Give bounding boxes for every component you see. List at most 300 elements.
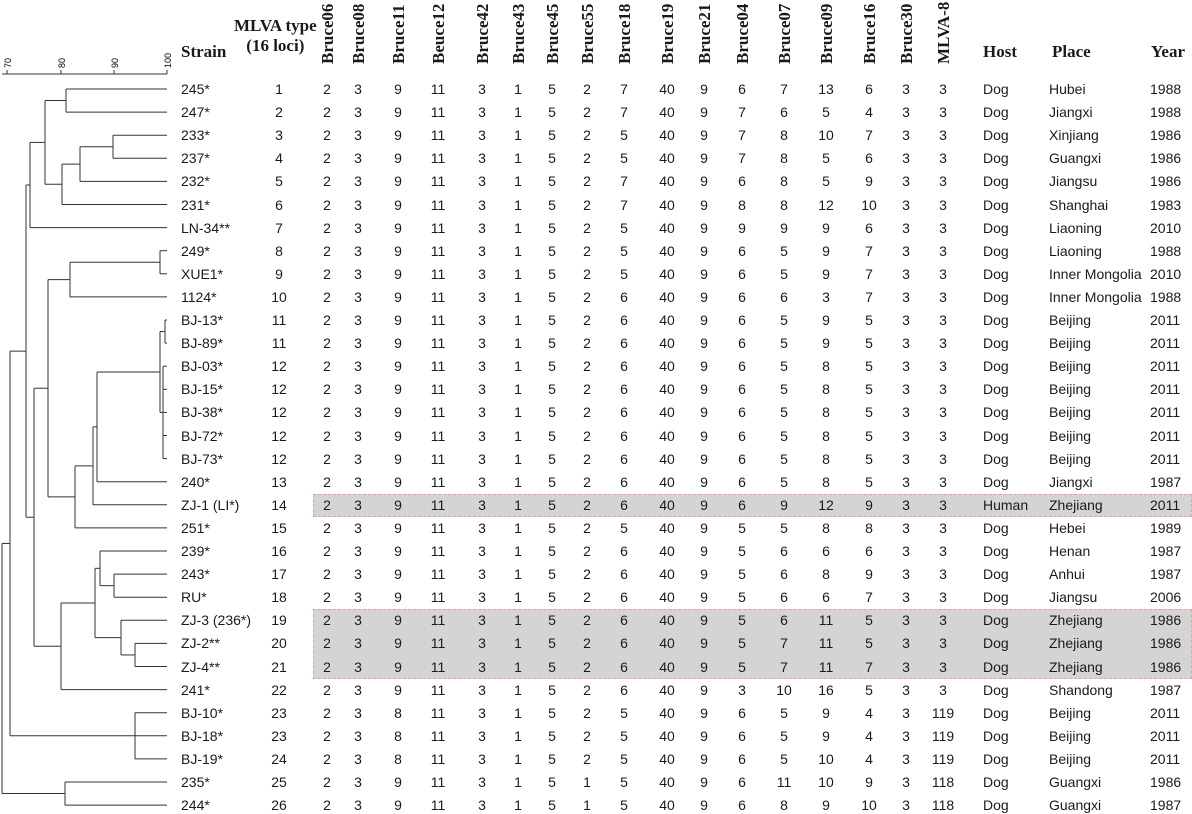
locus-value: 5	[620, 127, 628, 144]
year-value: 1986	[1150, 658, 1182, 675]
header-locus: Bruce07	[775, 3, 794, 64]
locus-value: 3	[902, 543, 910, 559]
locus-value: 6	[738, 173, 746, 190]
locus-value: 5	[548, 681, 556, 698]
locus-value: 1	[514, 612, 522, 629]
locus-value: 9	[700, 704, 708, 721]
locus-value: 40	[659, 173, 675, 190]
locus-value: 3	[902, 381, 910, 398]
year-value: 2011	[1150, 427, 1181, 444]
locus-value: 8	[822, 381, 830, 398]
mlva-type-value: 22	[271, 681, 287, 698]
locus-value: 3	[478, 704, 486, 721]
locus-value: 3	[354, 774, 362, 790]
locus-value: 16	[818, 681, 834, 698]
locus-value: 3	[939, 543, 947, 559]
locus-value: 2	[323, 704, 331, 721]
mlva-type-value: 24	[271, 750, 287, 767]
place-value: Jiangsu	[1049, 173, 1098, 190]
locus-value: 3	[354, 589, 362, 606]
locus-value: 9	[822, 312, 830, 328]
locus-value: 5	[738, 566, 746, 583]
locus-value: 1	[514, 150, 522, 167]
locus-value: 9	[822, 219, 830, 236]
strain-label: ZJ-1 (LI*)	[181, 496, 240, 513]
locus-value: 10	[818, 750, 834, 767]
locus-value: 5	[865, 335, 873, 352]
locus-value: 3	[478, 81, 486, 97]
place-value: Beijing	[1049, 381, 1092, 398]
locus-value: 3	[354, 496, 362, 513]
locus-value: 2	[583, 104, 591, 121]
locus-value: 2	[583, 727, 591, 744]
locus-value: 9	[700, 589, 708, 606]
mlva-type-value: 23	[271, 727, 287, 744]
locus-value: 2	[323, 196, 331, 213]
locus-value: 1	[514, 81, 522, 97]
locus-value: 9	[394, 566, 402, 583]
locus-value: 5	[865, 404, 873, 421]
locus-value: 3	[939, 427, 947, 444]
locus-value: 11	[430, 496, 446, 513]
mlva-type-value: 16	[271, 543, 287, 559]
locus-value: 3	[354, 335, 362, 352]
locus-value: 3	[902, 404, 910, 421]
locus-value: 3	[478, 427, 486, 444]
place-value: Beijing	[1049, 450, 1092, 467]
host-value: Dog	[983, 589, 1009, 606]
host-value: Dog	[983, 381, 1009, 398]
locus-value: 40	[659, 496, 675, 513]
locus-value: 40	[659, 543, 675, 559]
locus-value: 9	[394, 612, 402, 629]
locus-value: 1	[514, 450, 522, 467]
locus-value: 9	[700, 196, 708, 213]
locus-value: 2	[583, 358, 591, 375]
locus-value: 11	[818, 612, 834, 629]
locus-value: 1	[514, 358, 522, 375]
locus-value: 5	[780, 704, 788, 721]
locus-value: 9	[394, 681, 402, 698]
locus-value: 5	[548, 496, 556, 513]
locus-value: 10	[861, 797, 877, 814]
locus-value: 9	[700, 566, 708, 583]
place-value: Guangxi	[1049, 797, 1102, 814]
mlva-type-value: 10	[271, 288, 287, 305]
host-value: Dog	[983, 335, 1009, 352]
locus-value: 3	[478, 774, 486, 790]
locus-value: 8	[780, 196, 788, 213]
locus-value: 2	[323, 335, 331, 352]
locus-value: 11	[430, 635, 446, 652]
locus-value: 3	[939, 589, 947, 606]
locus-value: 5	[548, 219, 556, 236]
mlva-type-value: 1	[275, 81, 283, 97]
locus-value: 3	[478, 404, 486, 421]
locus-value: 6	[620, 404, 628, 421]
year-value: 1987	[1150, 566, 1182, 583]
host-value: Dog	[983, 404, 1009, 421]
locus-value: 4	[865, 750, 873, 767]
locus-value: 6	[738, 81, 746, 97]
mlva-type-value: 12	[271, 381, 287, 398]
locus-value: 10	[818, 774, 834, 790]
header-locus: Bruce18	[615, 3, 634, 64]
locus-value: 1	[514, 427, 522, 444]
locus-value: 1	[514, 127, 522, 144]
locus-value: 9	[700, 104, 708, 121]
host-value: Dog	[983, 81, 1009, 97]
locus-value: 2	[583, 335, 591, 352]
locus-value: 40	[659, 242, 675, 259]
locus-value: 40	[659, 473, 675, 490]
locus-value: 11	[430, 543, 446, 559]
header-locus: Bruce19	[658, 3, 677, 64]
locus-value: 6	[620, 358, 628, 375]
locus-value: 3	[939, 496, 947, 513]
locus-value: 9	[700, 496, 708, 513]
locus-value: 1	[514, 543, 522, 559]
locus-value: 9	[700, 312, 708, 328]
locus-value: 6	[620, 658, 628, 675]
locus-value: 9	[700, 450, 708, 467]
host-value: Dog	[983, 566, 1009, 583]
locus-value: 5	[620, 242, 628, 259]
place-value: Zhejiang	[1049, 612, 1103, 629]
locus-value: 40	[659, 727, 675, 744]
year-value: 2011	[1150, 750, 1181, 767]
host-value: Dog	[983, 797, 1009, 814]
locus-value: 6	[620, 335, 628, 352]
locus-value: 2	[323, 450, 331, 467]
header-locus: Bruce45	[543, 3, 562, 64]
locus-value: 3	[478, 496, 486, 513]
mlva-type-value: 21	[271, 658, 287, 675]
locus-value: 12	[818, 196, 834, 213]
header-year: Year	[1151, 42, 1185, 61]
locus-value: 3	[354, 358, 362, 375]
locus-value: 5	[865, 473, 873, 490]
locus-value: 3	[354, 635, 362, 652]
locus-value: 11	[430, 173, 446, 190]
host-value: Human	[983, 496, 1029, 513]
locus-value: 9	[700, 335, 708, 352]
locus-value: 40	[659, 196, 675, 213]
locus-value: 3	[902, 81, 910, 97]
locus-value: 11	[430, 265, 446, 282]
locus-value: 40	[659, 635, 675, 652]
locus-value: 9	[700, 473, 708, 490]
locus-value: 5	[548, 704, 556, 721]
locus-value: 9	[394, 312, 402, 328]
locus-value: 6	[620, 427, 628, 444]
locus-value: 10	[861, 196, 877, 213]
place-value: Beijing	[1049, 404, 1092, 421]
locus-value: 2	[583, 242, 591, 259]
locus-value: 3	[939, 473, 947, 490]
locus-value: 3	[902, 635, 910, 652]
locus-value: 2	[583, 750, 591, 767]
locus-value: 3	[939, 219, 947, 236]
strain-label: 1124*	[181, 288, 217, 305]
locus-value: 2	[583, 404, 591, 421]
locus-value: 11	[430, 774, 446, 790]
host-value: Dog	[983, 150, 1009, 167]
locus-value: 3	[478, 150, 486, 167]
locus-value: 11	[430, 127, 446, 144]
locus-value: 3	[354, 704, 362, 721]
mlva-type-value: 11	[271, 335, 287, 352]
locus-value: 5	[780, 312, 788, 328]
locus-value: 11	[430, 196, 446, 213]
header-locus: Bruce04	[733, 3, 752, 64]
host-value: Dog	[983, 473, 1009, 490]
locus-value: 5	[548, 104, 556, 121]
locus-value: 12	[818, 496, 834, 513]
locus-value: 9	[700, 543, 708, 559]
strain-label: 233*	[181, 127, 210, 144]
locus-value: 3	[939, 635, 947, 652]
locus-value: 10	[776, 681, 792, 698]
locus-value: 2	[323, 589, 331, 606]
locus-value: 118	[931, 797, 955, 814]
locus-value: 5	[620, 265, 628, 282]
locus-value: 1	[514, 196, 522, 213]
locus-value: 6	[738, 750, 746, 767]
place-value: Jiangxi	[1049, 104, 1093, 121]
locus-value: 6	[865, 81, 873, 97]
locus-value: 11	[818, 635, 834, 652]
locus-value: 9	[394, 242, 402, 259]
locus-value: 3	[354, 727, 362, 744]
place-value: Anhui	[1049, 566, 1085, 583]
locus-value: 3	[478, 750, 486, 767]
locus-value: 5	[548, 312, 556, 328]
header-locus: Bruce08	[349, 3, 368, 64]
locus-value: 9	[822, 242, 830, 259]
locus-value: 3	[902, 288, 910, 305]
strain-label: ZJ-4**	[181, 658, 220, 675]
locus-value: 7	[865, 288, 873, 305]
locus-value: 2	[323, 797, 331, 814]
locus-value: 9	[700, 774, 708, 790]
locus-value: 9	[394, 404, 402, 421]
locus-value: 5	[548, 150, 556, 167]
locus-value: 9	[394, 427, 402, 444]
locus-value: 8	[394, 727, 402, 744]
locus-value: 3	[354, 658, 362, 675]
locus-value: 9	[700, 219, 708, 236]
strain-label: RU*	[181, 589, 207, 606]
locus-value: 2	[583, 566, 591, 583]
locus-value: 9	[865, 774, 873, 790]
locus-value: 1	[514, 566, 522, 583]
strain-label: BJ-03*	[181, 358, 224, 375]
locus-value: 3	[939, 519, 947, 536]
locus-value: 3	[902, 219, 910, 236]
header-host: Host	[983, 42, 1017, 61]
locus-value: 40	[659, 81, 675, 97]
locus-value: 6	[738, 704, 746, 721]
place-value: Guangxi	[1049, 150, 1102, 167]
host-value: Dog	[983, 635, 1009, 652]
locus-value: 5	[620, 219, 628, 236]
locus-value: 9	[822, 727, 830, 744]
locus-value: 5	[780, 265, 788, 282]
locus-value: 9	[394, 288, 402, 305]
locus-value: 6	[620, 612, 628, 629]
locus-value: 7	[738, 104, 746, 121]
strain-label: BJ-15*	[181, 381, 224, 398]
locus-value: 11	[430, 704, 446, 721]
year-value: 1986	[1150, 612, 1182, 629]
locus-value: 5	[620, 774, 628, 790]
locus-value: 1	[514, 681, 522, 698]
locus-value: 11	[430, 566, 446, 583]
strain-label: 251*	[181, 519, 210, 536]
locus-value: 6	[620, 312, 628, 328]
scale-label: 70	[3, 57, 13, 68]
locus-value: 5	[865, 635, 873, 652]
locus-value: 11	[430, 150, 446, 167]
place-value: Hubei	[1049, 81, 1086, 97]
locus-value: 3	[939, 658, 947, 675]
mlva-type-value: 18	[271, 589, 287, 606]
locus-value: 2	[323, 404, 331, 421]
place-value: Hebei	[1049, 519, 1086, 536]
locus-value: 40	[659, 219, 675, 236]
locus-value: 3	[478, 566, 486, 583]
locus-value: 40	[659, 288, 675, 305]
locus-value: 3	[939, 104, 947, 121]
locus-value: 5	[548, 589, 556, 606]
host-value: Dog	[983, 427, 1009, 444]
year-value: 2011	[1150, 704, 1181, 721]
year-value: 2010	[1150, 265, 1182, 282]
locus-value: 6	[780, 543, 788, 559]
year-value: 2011	[1150, 496, 1181, 513]
locus-value: 11	[430, 427, 446, 444]
locus-value: 6	[738, 242, 746, 259]
locus-value: 5	[620, 727, 628, 744]
locus-value: 2	[583, 312, 591, 328]
locus-value: 5	[738, 543, 746, 559]
locus-value: 9	[394, 797, 402, 814]
year-value: 1988	[1150, 288, 1182, 305]
place-value: Beijing	[1049, 750, 1092, 767]
locus-value: 9	[394, 358, 402, 375]
locus-value: 7	[780, 658, 788, 675]
header-locus: Bruce42	[473, 3, 492, 64]
mlva-type-value: 7	[275, 219, 283, 236]
locus-value: 6	[865, 543, 873, 559]
locus-value: 1	[514, 704, 522, 721]
locus-value: 2	[323, 104, 331, 121]
locus-value: 6	[738, 358, 746, 375]
locus-value: 40	[659, 404, 675, 421]
locus-value: 40	[659, 519, 675, 536]
strain-label: 244*	[181, 797, 210, 814]
locus-value: 5	[780, 519, 788, 536]
locus-value: 2	[323, 519, 331, 536]
locus-value: 5	[620, 797, 628, 814]
locus-value: 40	[659, 750, 675, 767]
locus-value: 7	[738, 150, 746, 167]
locus-value: 6	[620, 635, 628, 652]
locus-value: 5	[548, 658, 556, 675]
mlva-type-value: 12	[271, 404, 287, 421]
locus-value: 2	[323, 658, 331, 675]
locus-value: 3	[478, 658, 486, 675]
host-value: Dog	[983, 104, 1009, 121]
locus-value: 40	[659, 612, 675, 629]
mlva-type-value: 13	[271, 473, 287, 490]
locus-value: 3	[478, 173, 486, 190]
locus-value: 11	[430, 473, 446, 490]
locus-value: 2	[323, 312, 331, 328]
locus-value: 8	[780, 127, 788, 144]
locus-value: 1	[514, 589, 522, 606]
locus-value: 2	[323, 150, 331, 167]
scale-label: 90	[110, 57, 120, 68]
locus-value: 3	[939, 196, 947, 213]
host-value: Dog	[983, 681, 1009, 698]
locus-value: 9	[394, 335, 402, 352]
locus-value: 5	[548, 750, 556, 767]
locus-value: 9	[700, 658, 708, 675]
locus-value: 5	[738, 519, 746, 536]
locus-value: 11	[430, 612, 446, 629]
locus-value: 5	[738, 658, 746, 675]
place-value: Beijing	[1049, 358, 1092, 375]
locus-value: 1	[514, 242, 522, 259]
locus-value: 3	[478, 635, 486, 652]
strain-label: BJ-18*	[181, 727, 224, 744]
mlva-type-value: 19	[271, 612, 287, 629]
locus-value: 6	[738, 774, 746, 790]
host-value: Dog	[983, 358, 1009, 375]
locus-value: 3	[902, 566, 910, 583]
strain-label: BJ-73*	[181, 450, 224, 467]
locus-value: 7	[865, 242, 873, 259]
year-value: 1986	[1150, 127, 1182, 144]
locus-value: 2	[583, 519, 591, 536]
locus-value: 3	[354, 450, 362, 467]
locus-value: 9	[394, 81, 402, 97]
locus-value: 40	[659, 312, 675, 328]
locus-value: 2	[323, 358, 331, 375]
locus-value: 5	[780, 450, 788, 467]
locus-value: 9	[394, 127, 402, 144]
locus-value: 5	[548, 612, 556, 629]
mlva-type-value: 6	[275, 196, 283, 213]
locus-value: 2	[323, 242, 331, 259]
locus-value: 5	[865, 450, 873, 467]
year-value: 2011	[1150, 727, 1181, 744]
locus-value: 3	[902, 427, 910, 444]
locus-value: 3	[478, 242, 486, 259]
locus-value: 3	[354, 173, 362, 190]
locus-value: 3	[478, 312, 486, 328]
year-value: 1986	[1150, 774, 1182, 790]
locus-value: 3	[939, 265, 947, 282]
locus-value: 3	[939, 450, 947, 467]
mlva-type-value: 5	[275, 173, 283, 190]
scale-label: 100	[163, 52, 173, 68]
locus-value: 1	[514, 727, 522, 744]
year-value: 1987	[1150, 681, 1182, 698]
locus-value: 9	[394, 774, 402, 790]
